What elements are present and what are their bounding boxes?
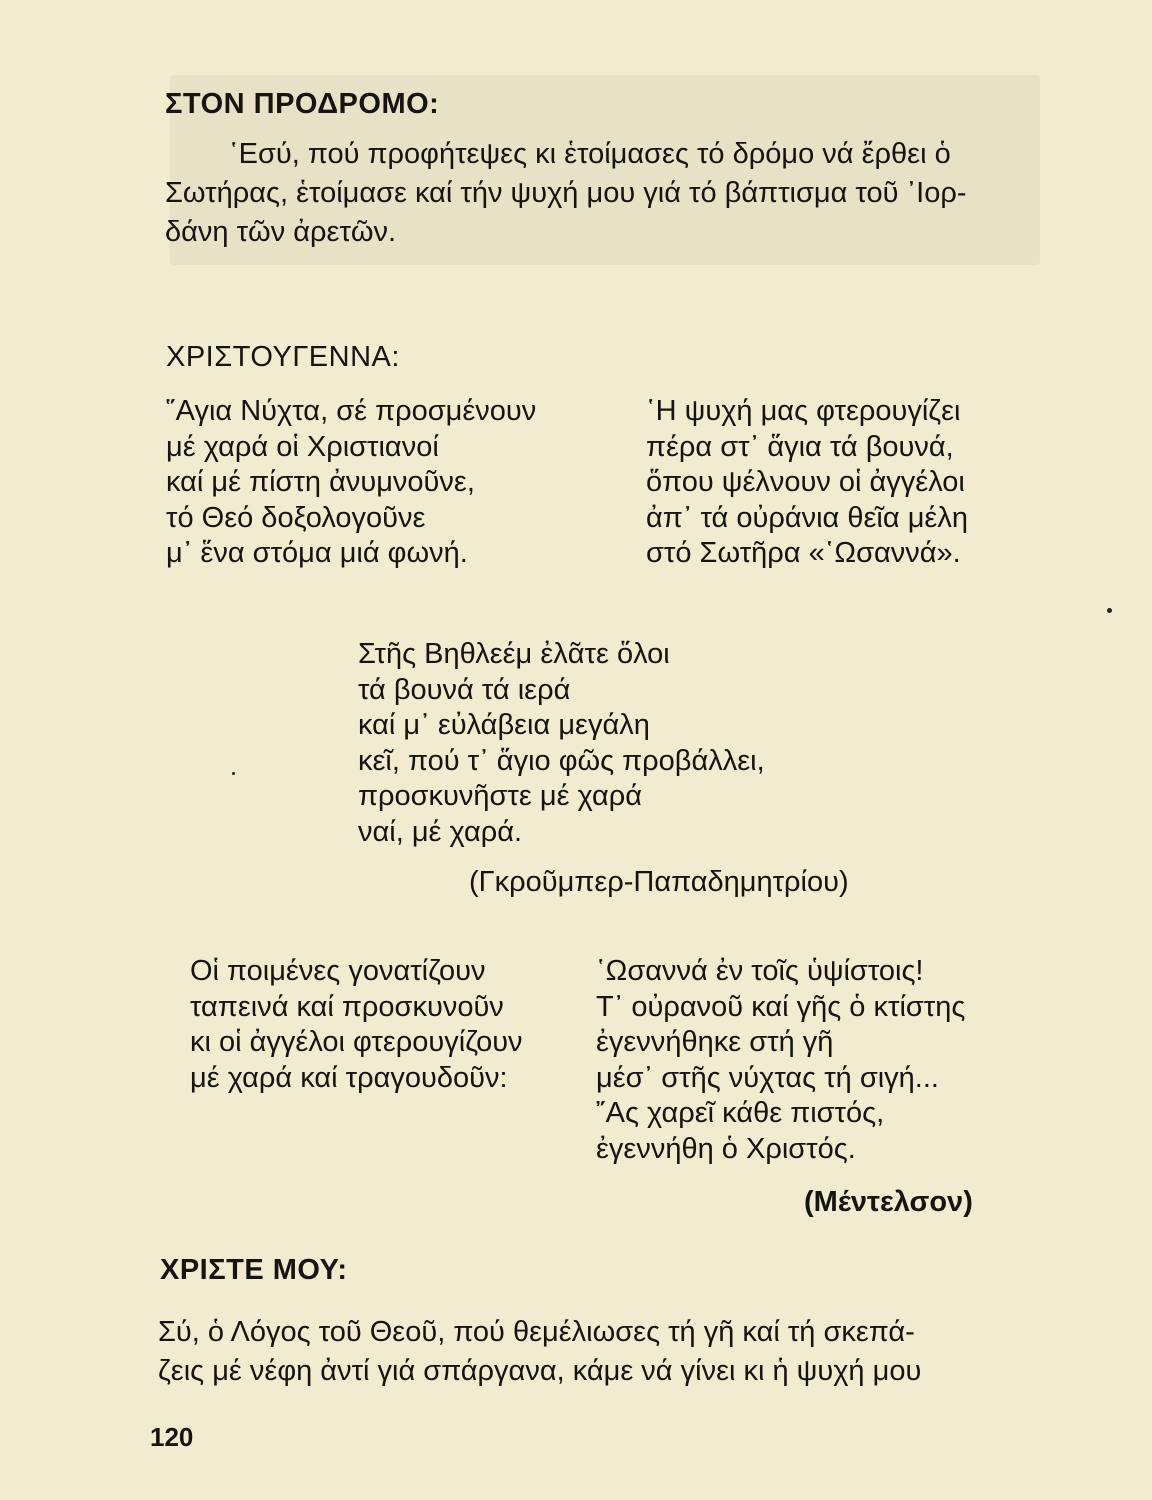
verse-line: πέρα στ᾽ ἅγια τά βουνά,: [646, 430, 954, 463]
stanza-left-2: [190, 954, 523, 1096]
print-speck: [1107, 608, 1112, 613]
verse-line: Τ᾽ οὐρανοῦ καί γῆς ὁ κτίστης: [596, 990, 966, 1023]
prodromo-text: [165, 135, 1035, 252]
heading-prodromo: ΣΤΟΝ ΠΡΟΔΡΟΜΟ:: [165, 88, 440, 120]
verse-line: ῾Η ψυχή μας φτερουγίζει: [646, 395, 961, 427]
verse-line: στό Σωτῆρα «῾Ωσαννά».: [646, 537, 961, 569]
verse-line: ἐγεννήθηκε στή γῆ: [596, 1026, 834, 1058]
verse-line: κεῖ, πού τ᾽ ἅγιο φῶς προβάλλει,: [358, 744, 765, 777]
verse-line: μέ χαρά καί τραγουδοῦν:: [190, 1061, 508, 1094]
prose-line: ῾Εσύ, πού προφήτεψες κι ἑτοίμασες τό δρόμο νά ἔρθει ὁ: [229, 138, 951, 170]
credit-mendelson: (Μέντελσον): [804, 1186, 973, 1218]
verse-line: ὅπου ψέλνουν οἱ ἀγγέλοι: [646, 466, 965, 498]
prose-line: Σωτήρας, ἑτοίμασε καί τήν ψυχή μου γιά τό βάπτισμα τοῦ ᾽Ιορ-: [165, 177, 967, 209]
verse-line: ταπεινά καί προσκυνοῦν: [190, 990, 504, 1023]
stanza-right-1: [646, 394, 968, 572]
verse-line: τό Θεό δοξολογοῦνε: [166, 501, 426, 534]
verse-line: μέ χαρά οἱ Χριστιανοί: [166, 430, 439, 463]
verse-line: μέσ᾽ στῆς νύχτας τή σιγή...: [596, 1061, 939, 1094]
stanza-center: [358, 637, 765, 850]
verse-line: προσκυνῆστε μέ χαρά: [358, 780, 643, 812]
print-speck: [232, 772, 235, 775]
stanza-left-1: [166, 394, 536, 572]
verse-line: Οἱ ποιμένες γονατίζουν: [190, 955, 486, 987]
prose-line: Σύ, ὁ Λόγος τοῦ Θεοῦ, πού θεμέλιωσες τή γῆ καί τή σκεπά-: [158, 1316, 915, 1348]
verse-line: ῎Ας χαρεῖ κάθε πιστός,: [596, 1097, 885, 1129]
verse-line: κι οἱ ἀγγέλοι φτερουγίζουν: [190, 1026, 523, 1058]
heading-christougenna: ΧΡΙΣΤΟΥΓΕΝΝΑ:: [166, 341, 400, 373]
prose-line: δάνη τῶν ἀρετῶν.: [165, 216, 397, 248]
page-number: 120: [150, 1422, 194, 1452]
verse-line: ῾Ωσαννά ἐν τοῖς ὑψίστοις!: [596, 955, 924, 987]
verse-line: μ᾽ ἕνα στόμα μιά φωνή.: [166, 537, 468, 569]
verse-line: ῞Αγια Νύχτα, σέ προσμένουν: [166, 395, 537, 427]
verse-line: ἀπ᾽ τά οὐράνια θεῖα μέλη: [646, 501, 968, 534]
verse-line: καί μ᾽ εὐλάβεια μεγάλη: [358, 709, 650, 741]
heading-christe-mou: ΧΡΙΣΤΕ ΜΟΥ:: [160, 1254, 348, 1286]
verse-line: Στῆς Βηθλεέμ ἐλᾶτε ὅλοι: [358, 638, 670, 670]
christe-mou-text: [158, 1313, 1026, 1391]
verse-line: ναί, μέ χαρά.: [358, 815, 523, 848]
verse-line: καί μέ πίστη ἀνυμνοῦνε,: [166, 466, 475, 498]
credit-gkrouber: (Γκροῦμπερ-Παπαδημητρίου): [469, 866, 849, 898]
prose-line: ζεις μέ νέφη ἀντί γιά σπάργανα, κάμε νά γίνει κι ἡ ψυχή μου: [158, 1355, 922, 1387]
stanza-right-2: [596, 954, 965, 1167]
verse-line: ἐγεννήθη ὁ Χριστός.: [596, 1132, 856, 1165]
verse-line: τά βουνά τά ιερά: [358, 673, 571, 706]
